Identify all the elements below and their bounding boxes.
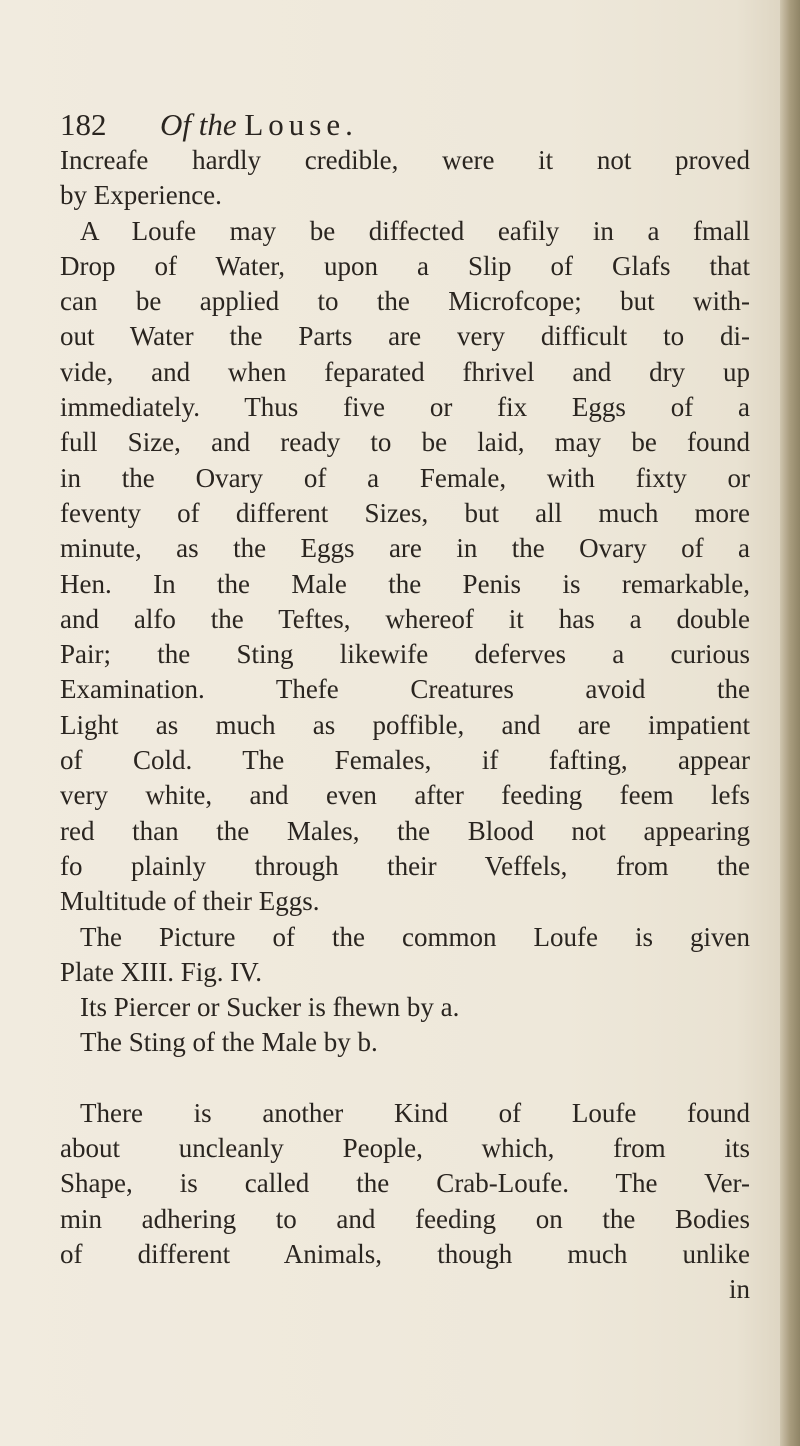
text-line: Drop of Water, upon a Slip of Glafs that [60,250,750,281]
text-line: feventy of different Sizes, but all much more [60,497,750,528]
text-line: min adhering to and feeding on the Bodies [60,1203,750,1234]
text-line: A Loufe may be diffected eafily in a fmall [80,215,750,246]
text-line: Increafe hardly credible, were it not proved [60,145,750,175]
page-edge-shadow [780,0,800,1446]
text-line: Shape, is called the Crab-Loufe. The Ver- [60,1168,750,1199]
text-line: Multitude of their Eggs. [60,886,320,917]
text-line: of different Animals, though much unlike [60,1238,750,1269]
text-line: full Size, and ready to be laid, may be found [60,427,750,458]
body-text [60,143,750,1308]
text-line: and alfo the Teftes, whereof it has a double [60,603,750,634]
text-line: Pair; the Sting likewife deferves a curious [60,639,750,670]
text-line: very white, and even after feeding feem lefs [60,780,750,811]
text-line: Light as much as poffible, and are impatient [60,709,750,740]
running-head-title: Louse. [244,107,358,142]
text-line: can be applied to the Microfcope; but with- [60,286,750,317]
text-line: about uncleanly People, which, from its [60,1133,750,1164]
text-line: Examination. Thefe Creatures avoid the [60,674,750,705]
text-line: The Sting of the Male by b. [80,1027,378,1058]
text-line: out Water the Parts are very difficult to di- [60,321,750,352]
page-number: 182 [60,107,107,142]
text-line: by Experience. [60,180,222,211]
text-line: There is another Kind of Loufe found [80,1097,750,1128]
text-line: vide, and when feparated fhrivel and dry up [60,356,750,387]
text-line: minute, as the Eggs are in the Ovary of a [60,533,750,564]
running-head-prefix: Of the [160,107,237,142]
text-line: Plate XIII. Fig. IV. [60,956,262,987]
text-line: immediately. Thus five or fix Eggs of a [60,392,750,423]
text-line: in the Ovary of a Female, with fixty or [60,462,750,493]
text-line: red than the Males, the Blood not appearing [60,815,750,846]
text-line: of Cold. The Females, if fafting, appear [60,745,750,776]
text-line: Its Piercer or Sucker is fhewn by a. [80,992,460,1023]
text-line: The Picture of the common Loufe is given [80,921,750,952]
text-line: Hen. In the Male the Penis is remarkable, [60,568,750,599]
text-line: fo plainly through their Veffels, from the [60,850,750,881]
text-line: in [728,1274,750,1305]
